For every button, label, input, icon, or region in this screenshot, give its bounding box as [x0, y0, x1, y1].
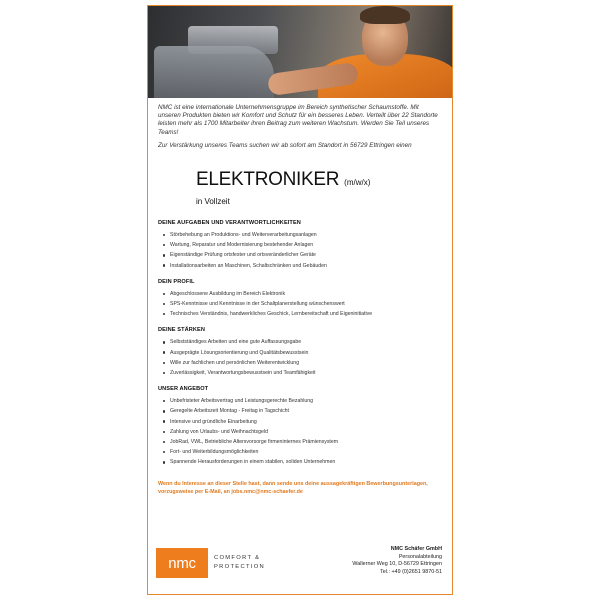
section-list [158, 289, 442, 320]
intro-line: Zur Verstärkung unseres Teams suchen wir ab sofort am Standort in 56729 Ettringen einen [158, 141, 412, 149]
list-item: SPS-Kenntnisse und Kenntnisse in der Schaltplanerstellung wünschenswert [170, 299, 442, 309]
section-strengths [158, 327, 442, 378]
list-item: Geregelte Arbeitszeit Montag - Freitag in Tagschicht [170, 406, 442, 416]
job-subtitle: in Vollzeit [196, 197, 230, 207]
title-block [148, 155, 452, 206]
brand-line-2: PROTECTION [214, 564, 266, 570]
list-item: Abgeschlossene Ausbildung im Bereich Elektronik [170, 289, 442, 299]
photo-worker-hair [360, 6, 410, 24]
section-profile [158, 279, 442, 320]
section-offer [158, 386, 442, 467]
list-item: Spannende Herausforderungen in einem stabilen, soliden Unternehmen [170, 457, 442, 467]
footer [148, 546, 452, 588]
section-heading: UNSER ANGEBOT [158, 386, 209, 393]
sections [148, 206, 452, 468]
list-item: Installationsarbeiten an Maschinen, Schaltschränken und Gebäuden [170, 261, 442, 271]
logo-text: nmc [168, 554, 196, 572]
list-item: Ausgeprägte Lösungsorientierung und Qualitätsbewusstsein [170, 348, 442, 358]
list-item: Intensive und gründliche Einarbeitung [170, 417, 442, 427]
job-ad [147, 5, 453, 595]
list-item: Technisches Verständnis, handwerkliches Geschick, Lernbereitschaft und Eigeninitiative [170, 309, 442, 319]
section-heading: DEINE AUFGABEN UND VERANTWORTLICHKEITEN [158, 220, 301, 227]
brand-line-1: COMFORT & [214, 555, 261, 561]
list-item: JobRad, VWL, Betriebliche Altersvorsorge firmeninternes Prämiensystem [170, 437, 442, 447]
intro [148, 98, 452, 150]
photo-machine [154, 46, 274, 98]
list-item: Eigenständige Prüfung ortsfester und ortsveränderlicher Geräte [170, 250, 442, 260]
section-tasks [158, 220, 442, 271]
header-photo [148, 6, 452, 98]
intro-paragraph: NMC ist eine internationale Unternehmensgruppe im Bereich synthetischer Schaumstoffe. Mit unseren Produkten bieten wir Komfort und Schutz für ein besseres Leben. Verteilt über 22 Standorte leisten mehr als 1700 Mitarbeiter ihren Beitrag zum weiteren Wachstum. Werden Sie Teil unseres Teams! [158, 104, 438, 136]
list-item: Wille zur fachlichen und persönlichen Weiterentwicklung [170, 358, 442, 368]
list-item: Fort- und Weiterbildungsmöglichkeiten [170, 447, 442, 457]
application-cta: Wenn du Interesse an dieser Stelle hast, dann sende uns deine aussagekräftigen Bewerbungsunterlagen, vorzugsweise per E-Mail, an jobs.nmc@nmc-schaefer.de [158, 480, 428, 495]
section-heading: DEINE STÄRKEN [158, 327, 205, 334]
nmc-logo [156, 548, 208, 578]
list-item: Wartung, Reparatur und Modernisierung bestehender Anlagen [170, 240, 442, 250]
section-list [158, 230, 442, 271]
list-item: Selbstständiges Arbeiten und eine gute Auffassungsgabe [170, 337, 442, 347]
list-item: Störbehebung an Produktions- und Weiterverarbeitungsanlagen [170, 230, 442, 240]
section-heading: DEIN PROFIL [158, 278, 195, 285]
job-title-text: ELEKTRONIKER [196, 169, 340, 191]
job-title-suffix: (m/w/x) [344, 178, 371, 188]
list-item: Zahlung von Urlaubs- und Weihnachtsgeld [170, 427, 442, 437]
company-name: NMC Schäfer GmbH [390, 546, 442, 552]
department: Personalabteilung [398, 553, 442, 560]
address: Wallerner Weg 10, D-56729 Ettringen [352, 561, 442, 568]
list-item: Unbefristeter Arbeitsvertrag und Leistungsgerechte Bezahlung [170, 396, 442, 406]
list-item: Zuverlässigkeit, Verantwortungsbewusstsein und Teamfähigkeit [170, 368, 442, 378]
brand-tagline [214, 554, 265, 572]
section-list [158, 337, 442, 378]
section-list [158, 396, 442, 467]
job-title [196, 169, 452, 191]
contact-block [352, 546, 442, 576]
phone: Tel.: +49 (0)2651 9870-51 [380, 568, 442, 575]
